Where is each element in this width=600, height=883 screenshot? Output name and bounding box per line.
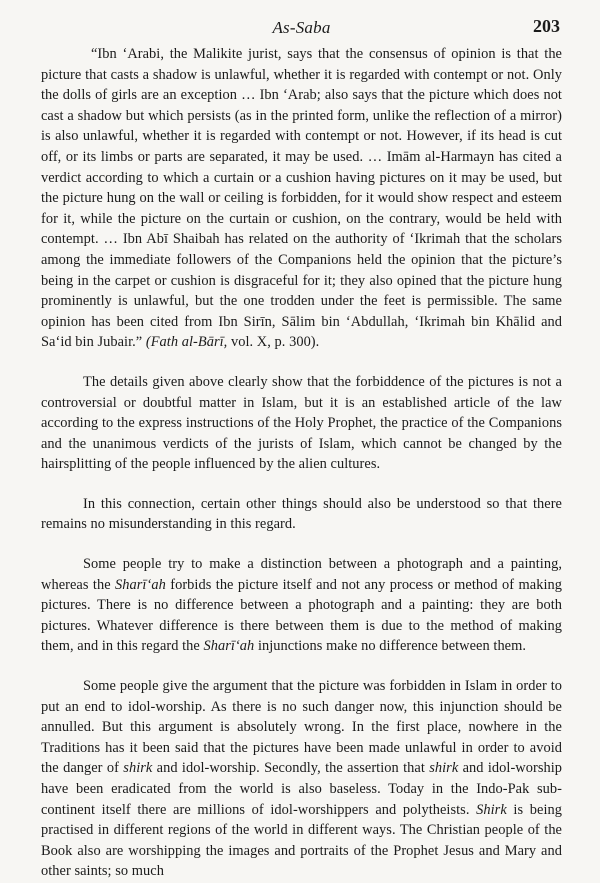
running-head [41,12,562,44]
italic-text-run: Sharī‘ah [115,576,166,593]
text-run: Some people give the argument that the picture was forbidden in Islam in order to put an end to idol-worship. As there is no such danger now, this injunction should be annulled. But this argument is absolutely wrong. In the first place, nowhere in the Traditions has it been said that the pictures have been made unlawful in order to avoid the danger of [41,678,562,777]
text-run: injunctions make no difference between them. [254,638,527,655]
italic-text-run: Shirk [476,801,507,818]
text-run: Some people try to make a distinction between a photograph and a painting, whereas the [41,556,562,593]
text-run: In this connection, certain other things should also be understood so that there remains no misunderstanding in this regard. [41,495,562,533]
paragraph [41,676,562,882]
paragraph [41,554,562,657]
italic-text-run: (Fath al-Bārī, [145,334,228,351]
text-run: is being practised in different regions of the world in different ways. The Christian people of the Book also are worshipping the images and portraits of the Prophet Jesus and Mary and other saints; so much [41,801,563,880]
italic-text-run: shirk [429,760,459,777]
italic-text-run: shirk [123,760,153,777]
paragraph [41,494,562,535]
page-number: 203 [533,16,560,36]
text-run: “Ibn ‘Arabi, the Malikite jurist, says that the consensus of opinion is that the picture that casts a shadow is unlawful, whether it is regarded with contempt or not. Only the dolls of girls are an exception … Ibn ‘Arab; also says that the picture which does not cast a shadow but which persists (as in the printed form, unlike the reflection of a mirror) is also unlawful, whether it is regarded with contempt or not. However, if its head is cut off, or its limbs or parts are separated, it may be used. … Imām al-Harmayn has cited a verdict according to which a curtain or a cushion having pictures on it may be used, but the picture hung on the wall or ceiling is forbidden, for it would show respect and esteem for it, while the picture on the curtain or cushion, on the contrary, would be held with contempt. … Ibn Abī Shaibah has related on the authority of ‘Ikrimah that the scholars among the immediate followers of the Companions held the opinion that the picture’s being in the carpet or cushion is disgraceful for it; they also opined that the picture hung prominently is unlawful, but the one trodden under the feet is permissible. The same opinion has been cited from Ibn Sirīn, Sālim bin ‘Abdullah, ‘Ikrimah bin Khālid and Sa‘id bin Jubair.” [41,46,562,351]
running-title: As-Saba [272,18,331,37]
paragraph [41,44,562,353]
text-run: and idol-worship have been eradicated from the world is also baseless. Today in the Indo-Pak sub-continent itself there are millions of idol-worshippers and polytheists. [41,760,563,818]
text-run: forbids the picture itself and not any process or method of making pictures. There is no difference between a photograph and a painting: they are both pictures. Whatever difference is there between them is due to the method of making them, and in this regard the [41,576,562,655]
text-run: vol. X, p. 300). [227,334,320,351]
text-run: The details given above clearly show that the forbiddence of the pictures is not a controversial or doubtful matter in Islam, but it is an established article of the law according to the express instructions of the Holy Prophet, the practice of the Companions and the unanimous verdicts of the jurists of Islam, which cannot be changed by the hairsplitting of the people influenced by the alien cultures. [41,373,562,473]
paragraph [41,372,562,475]
text-run: and idol-worship. Secondly, the assertion that [152,760,430,777]
italic-text-run: Sharī‘ah [203,638,255,655]
body-text [41,44,562,882]
